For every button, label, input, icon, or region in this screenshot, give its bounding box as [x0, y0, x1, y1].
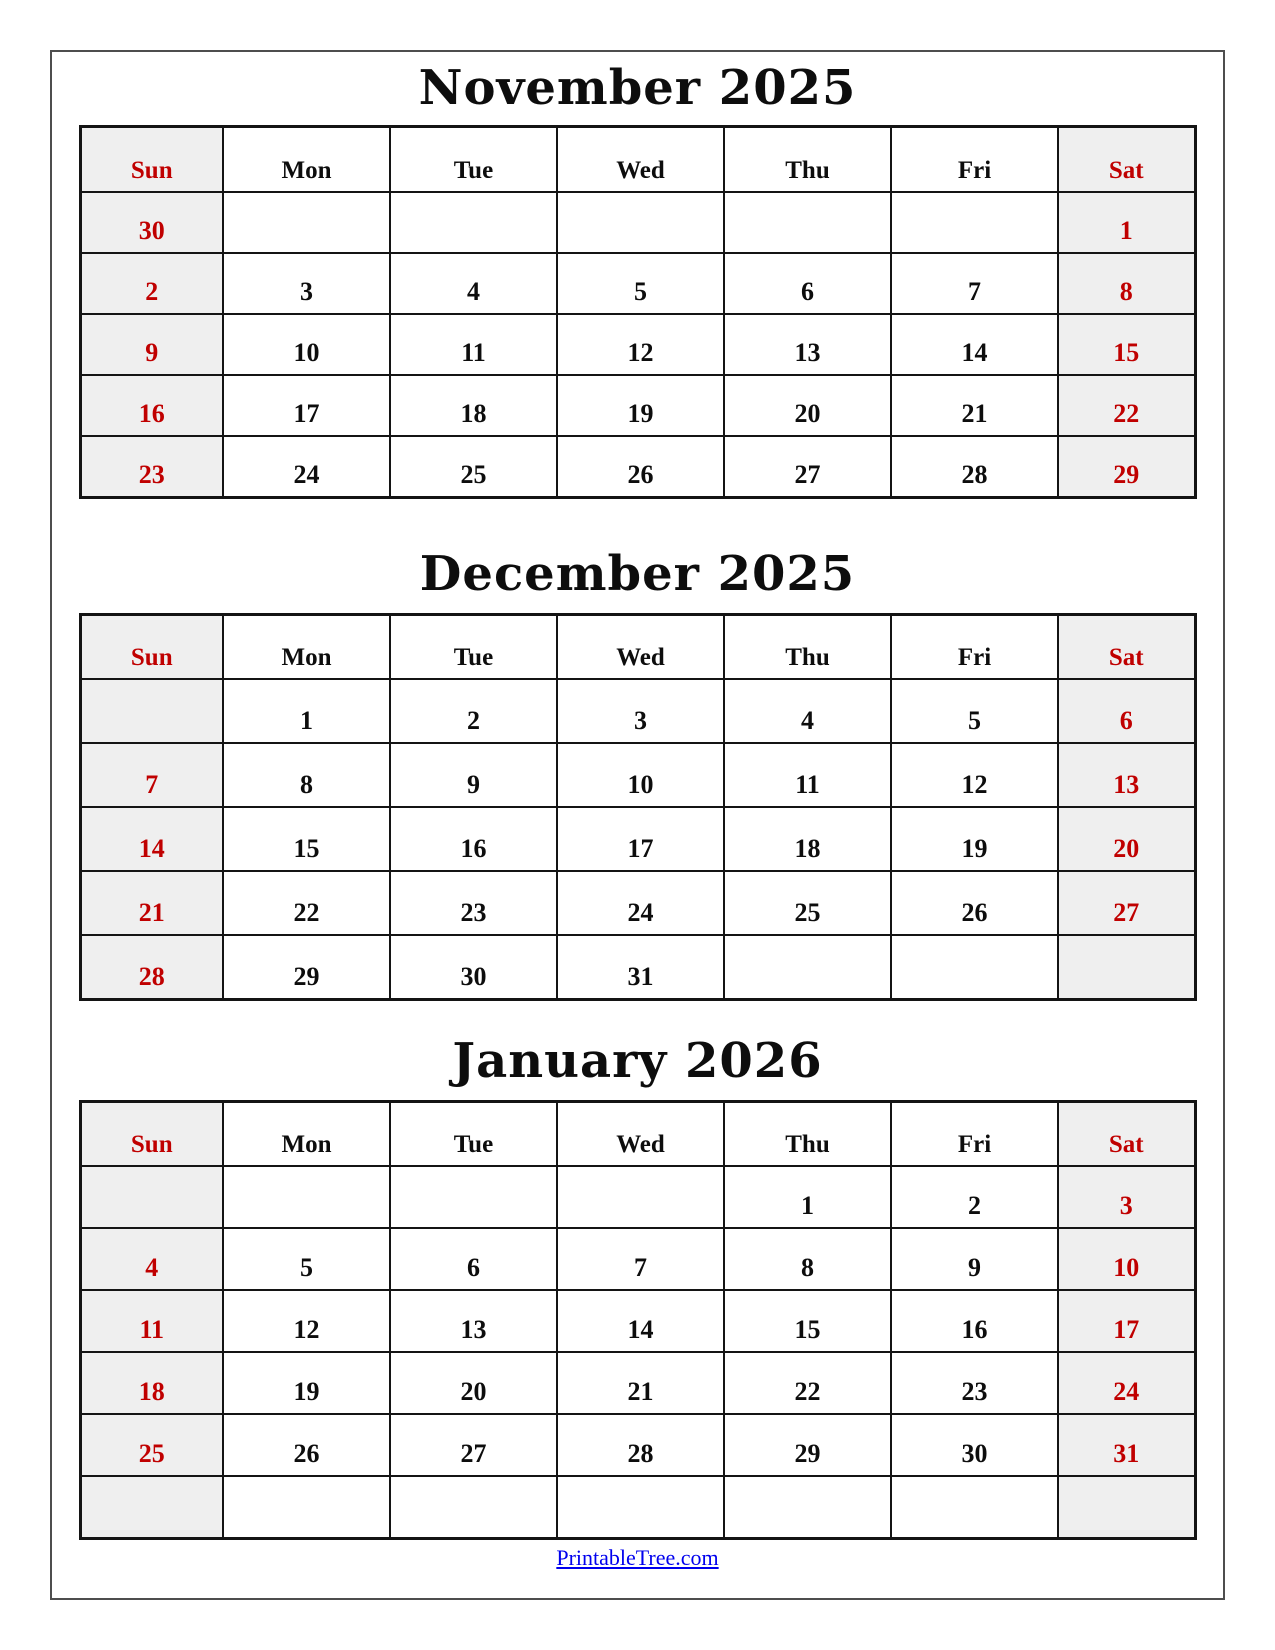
day-cell: 25	[80, 1414, 223, 1476]
empty-day-cell	[390, 1166, 557, 1228]
empty-day-cell	[80, 679, 223, 743]
day-cell: 12	[557, 314, 724, 375]
day-cell: 7	[80, 743, 223, 807]
day-cell: 21	[891, 375, 1058, 436]
empty-day-cell	[223, 1166, 390, 1228]
day-cell: 29	[223, 935, 390, 1000]
day-cell: 18	[724, 807, 891, 871]
week-row	[80, 1166, 1195, 1228]
day-cell: 22	[223, 871, 390, 935]
day-cell: 10	[1058, 1228, 1195, 1290]
weekday-header-row	[80, 615, 1195, 680]
weekday-header-row	[80, 1102, 1195, 1167]
day-cell: 19	[557, 375, 724, 436]
week-row	[80, 935, 1195, 1000]
day-cell: 11	[724, 743, 891, 807]
week-row	[80, 1290, 1195, 1352]
calendar-table-november	[79, 125, 1197, 499]
day-cell: 13	[1058, 743, 1195, 807]
weekday-header-wed: Wed	[557, 1102, 724, 1167]
day-cell: 8	[724, 1228, 891, 1290]
weekday-header-thu: Thu	[724, 615, 891, 680]
week-row	[80, 192, 1195, 253]
day-cell: 17	[223, 375, 390, 436]
week-row	[80, 1228, 1195, 1290]
weekday-header-row	[80, 127, 1195, 193]
empty-day-cell	[80, 1476, 223, 1539]
day-cell: 30	[80, 192, 223, 253]
month-title: January 2026	[452, 1033, 823, 1089]
day-cell: 30	[891, 1414, 1058, 1476]
day-cell: 12	[891, 743, 1058, 807]
day-cell: 11	[390, 314, 557, 375]
empty-day-cell	[557, 192, 724, 253]
day-cell: 5	[891, 679, 1058, 743]
weekday-header-wed: Wed	[557, 615, 724, 680]
day-cell: 23	[80, 436, 223, 498]
day-cell: 1	[724, 1166, 891, 1228]
weekday-header-mon: Mon	[223, 1102, 390, 1167]
day-cell: 14	[80, 807, 223, 871]
weekday-header-fri: Fri	[891, 127, 1058, 193]
month-section-december-2025	[0, 535, 1275, 1001]
empty-day-cell	[223, 1476, 390, 1539]
weekday-header-tue: Tue	[390, 127, 557, 193]
week-row	[80, 436, 1195, 498]
day-cell: 2	[80, 253, 223, 314]
day-cell: 21	[80, 871, 223, 935]
empty-day-cell	[891, 935, 1058, 1000]
day-cell: 12	[223, 1290, 390, 1352]
week-row	[80, 743, 1195, 807]
calendar-table-january	[79, 1100, 1197, 1540]
day-cell: 27	[1058, 871, 1195, 935]
day-cell: 3	[223, 253, 390, 314]
weekday-header-sat: Sat	[1058, 615, 1195, 680]
empty-day-cell	[390, 1476, 557, 1539]
day-cell: 15	[724, 1290, 891, 1352]
day-cell: 22	[1058, 375, 1195, 436]
day-cell: 5	[557, 253, 724, 314]
day-cell: 6	[1058, 679, 1195, 743]
empty-day-cell	[1058, 1476, 1195, 1539]
day-cell: 21	[557, 1352, 724, 1414]
day-cell: 8	[223, 743, 390, 807]
empty-day-cell	[1058, 935, 1195, 1000]
weekday-header-sat: Sat	[1058, 127, 1195, 193]
empty-day-cell	[390, 192, 557, 253]
day-cell: 1	[223, 679, 390, 743]
day-cell: 14	[557, 1290, 724, 1352]
week-row	[80, 1414, 1195, 1476]
day-cell: 20	[724, 375, 891, 436]
weekday-header-mon: Mon	[223, 127, 390, 193]
footer	[0, 1545, 1275, 1571]
day-cell: 19	[891, 807, 1058, 871]
day-cell: 28	[80, 935, 223, 1000]
day-cell: 25	[724, 871, 891, 935]
day-cell: 4	[80, 1228, 223, 1290]
empty-day-cell	[724, 192, 891, 253]
day-cell: 13	[724, 314, 891, 375]
day-cell: 30	[390, 935, 557, 1000]
day-cell: 6	[724, 253, 891, 314]
week-row	[80, 807, 1195, 871]
day-cell: 29	[1058, 436, 1195, 498]
day-cell: 18	[80, 1352, 223, 1414]
day-cell: 24	[223, 436, 390, 498]
day-cell: 13	[390, 1290, 557, 1352]
month-section-january-2026	[0, 1022, 1275, 1540]
day-cell: 11	[80, 1290, 223, 1352]
weekday-header-sun: Sun	[80, 615, 223, 680]
weekday-header-fri: Fri	[891, 1102, 1058, 1167]
weekday-header-fri: Fri	[891, 615, 1058, 680]
day-cell: 26	[891, 871, 1058, 935]
weekday-header-tue: Tue	[390, 1102, 557, 1167]
day-cell: 16	[390, 807, 557, 871]
calendar-table-december	[79, 613, 1197, 1001]
day-cell: 27	[390, 1414, 557, 1476]
day-cell: 7	[557, 1228, 724, 1290]
empty-day-cell	[724, 935, 891, 1000]
week-row	[80, 871, 1195, 935]
day-cell: 1	[1058, 192, 1195, 253]
day-cell: 9	[891, 1228, 1058, 1290]
day-cell: 2	[891, 1166, 1058, 1228]
month-title: November 2025	[418, 60, 857, 116]
day-cell: 23	[390, 871, 557, 935]
day-cell: 27	[724, 436, 891, 498]
day-cell: 2	[390, 679, 557, 743]
day-cell: 24	[557, 871, 724, 935]
empty-day-cell	[223, 192, 390, 253]
day-cell: 5	[223, 1228, 390, 1290]
day-cell: 28	[557, 1414, 724, 1476]
empty-day-cell	[724, 1476, 891, 1539]
day-cell: 28	[891, 436, 1058, 498]
month-section-november-2025	[0, 52, 1275, 499]
week-row	[80, 1476, 1195, 1539]
empty-day-cell	[891, 192, 1058, 253]
weekday-header-sat: Sat	[1058, 1102, 1195, 1167]
weekday-header-thu: Thu	[724, 127, 891, 193]
day-cell: 15	[223, 807, 390, 871]
day-cell: 9	[80, 314, 223, 375]
day-cell: 14	[891, 314, 1058, 375]
day-cell: 25	[390, 436, 557, 498]
day-cell: 7	[891, 253, 1058, 314]
weekday-header-tue: Tue	[390, 615, 557, 680]
footer-link[interactable]: PrintableTree.com	[556, 1545, 719, 1570]
weekday-header-wed: Wed	[557, 127, 724, 193]
day-cell: 31	[1058, 1414, 1195, 1476]
weekday-header-sun: Sun	[80, 1102, 223, 1167]
week-row	[80, 314, 1195, 375]
day-cell: 31	[557, 935, 724, 1000]
day-cell: 3	[557, 679, 724, 743]
day-cell: 10	[223, 314, 390, 375]
day-cell: 4	[724, 679, 891, 743]
day-cell: 8	[1058, 253, 1195, 314]
day-cell: 17	[1058, 1290, 1195, 1352]
day-cell: 16	[891, 1290, 1058, 1352]
weekday-header-mon: Mon	[223, 615, 390, 680]
empty-day-cell	[557, 1476, 724, 1539]
day-cell: 4	[390, 253, 557, 314]
day-cell: 20	[390, 1352, 557, 1414]
day-cell: 17	[557, 807, 724, 871]
day-cell: 10	[557, 743, 724, 807]
day-cell: 19	[223, 1352, 390, 1414]
week-row	[80, 253, 1195, 314]
day-cell: 29	[724, 1414, 891, 1476]
empty-day-cell	[80, 1166, 223, 1228]
day-cell: 24	[1058, 1352, 1195, 1414]
week-row	[80, 1352, 1195, 1414]
day-cell: 6	[390, 1228, 557, 1290]
empty-day-cell	[557, 1166, 724, 1228]
day-cell: 26	[223, 1414, 390, 1476]
day-cell: 3	[1058, 1166, 1195, 1228]
day-cell: 26	[557, 436, 724, 498]
empty-day-cell	[891, 1476, 1058, 1539]
day-cell: 20	[1058, 807, 1195, 871]
day-cell: 9	[390, 743, 557, 807]
day-cell: 15	[1058, 314, 1195, 375]
month-title: December 2025	[419, 546, 856, 602]
day-cell: 18	[390, 375, 557, 436]
day-cell: 16	[80, 375, 223, 436]
week-row	[80, 679, 1195, 743]
weekday-header-sun: Sun	[80, 127, 223, 193]
day-cell: 23	[891, 1352, 1058, 1414]
day-cell: 22	[724, 1352, 891, 1414]
week-row	[80, 375, 1195, 436]
weekday-header-thu: Thu	[724, 1102, 891, 1167]
